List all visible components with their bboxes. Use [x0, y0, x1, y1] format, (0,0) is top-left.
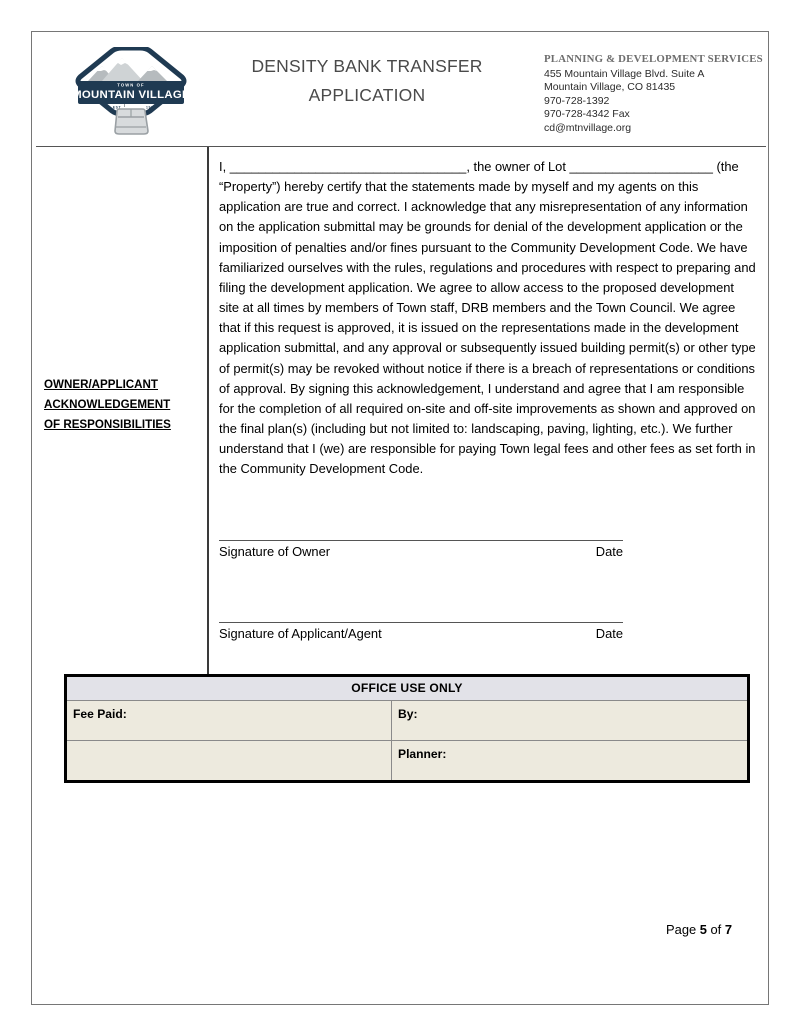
signature-applicant-date-label: Date [595, 626, 623, 641]
contact-phone: 970-728-1392 [544, 94, 610, 107]
table-row [67, 741, 747, 780]
title-line-2: APPLICATION [308, 85, 426, 105]
column-divider-rule [207, 147, 209, 676]
svg-text:1995: 1995 [146, 105, 156, 110]
page-number-footer [32, 922, 732, 937]
document-header [32, 32, 770, 146]
office-use-only-table [64, 674, 750, 783]
footer-middle: of [706, 922, 725, 937]
signature-area [219, 540, 756, 645]
section-label-line-3: OF RESPONSIBILITIES [44, 418, 171, 431]
signature-caption-owner [219, 541, 623, 563]
contact-address-line-2: Mountain Village, CO 81435 [544, 81, 676, 94]
signature-block-applicant [219, 622, 756, 645]
page-title [222, 52, 512, 110]
footer-total-pages: 7 [724, 922, 732, 937]
signature-caption-applicant [219, 623, 623, 645]
signature-owner-label: Signature of Owner [219, 544, 331, 559]
department-contact-block [544, 53, 763, 136]
acknowledgement-paragraph: I, _________________________________, the owner of Lot ____________________ (the “Property”) hereby certify that the statements made by myself and my agents on this application are true and correct. I acknowledge that any misrepresentation of any information on the application submittal may be grounds for denial of the development application or the imposition of penalties and/or fines pursuant to the Community Development Code. We have familiarized ourselves with the rules, regulations and procedures with respect to preparing and filing the development application. We agree to allow access to the proposed development site at all times by members of Town staff, DRB members and the Town Council. We agree that if this request is approved, it is issued on the representations made in the development application submittal, and any approval or subsequently issued building permit(s) or other type of permit(s) may be revoked without notice if there is a breach of representations or conditions of approval. By signing this acknowledgement, I understand and agree that I am responsible for the completion of all required on-site and off-site improvements as shown and approved on the final plan(s) (including but not limited to: landscaping, paving, lighting, etc.). We further understand that I (we) are responsible for paying Town legal fees and other fees as set forth in the Community Development Code. [219, 159, 756, 477]
contact-address-line-1: 455 Mountain Village Blvd. Suite A [544, 67, 705, 80]
department-name: PLANNING & DEVELOPMENT SERVICES [544, 53, 763, 65]
contact-email: cd@mtnvillage.org [544, 121, 632, 134]
section-label [44, 375, 194, 435]
logo-icon [68, 47, 194, 139]
planner-cell[interactable]: Planner: [398, 747, 447, 761]
acknowledgement-body-text [219, 157, 756, 480]
signature-block-owner [219, 540, 756, 563]
title-line-1: DENSITY BANK TRANSFER [251, 56, 483, 76]
table-row [67, 701, 747, 741]
footer-current-page: 5 [699, 922, 707, 937]
signature-owner-date-label: Date [595, 544, 623, 559]
blank-cell[interactable] [67, 741, 392, 780]
by-cell[interactable]: By: [398, 707, 418, 721]
mountain-village-logo [68, 47, 194, 139]
document-page [31, 31, 769, 1005]
signature-applicant-label: Signature of Applicant/Agent [219, 626, 382, 641]
signature-spacer [219, 563, 756, 622]
section-label-line-2: ACKNOWLEDGEMENT [44, 398, 171, 411]
svg-text:MOUNTAIN VILLAGE: MOUNTAIN VILLAGE [72, 89, 190, 101]
contact-fax: 970-728-4342 Fax [544, 108, 630, 121]
section-label-line-1: OWNER/APPLICANT [44, 378, 159, 391]
fee-paid-cell[interactable]: Fee Paid: [67, 701, 392, 740]
office-use-only-header: OFFICE USE ONLY [67, 677, 747, 701]
footer-prefix: Page [666, 922, 700, 937]
acknowledgement-section [36, 147, 766, 676]
svg-text:EST: EST [112, 105, 122, 110]
svg-text:TOWN OF: TOWN OF [117, 82, 145, 88]
